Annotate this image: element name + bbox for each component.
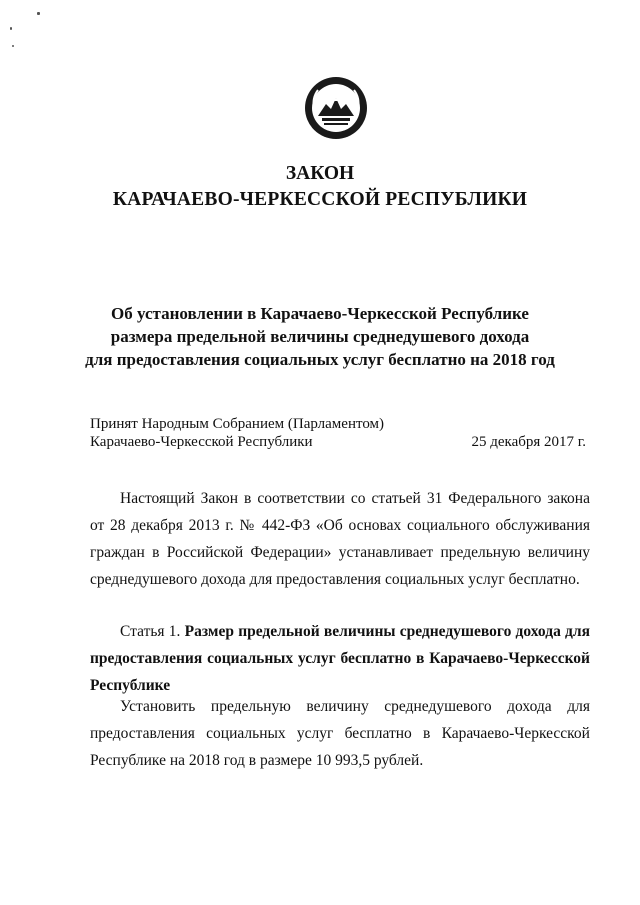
republic-coat-of-arms-icon [304, 76, 368, 140]
word: предоставления [90, 725, 195, 742]
word: величину [306, 698, 369, 715]
adoption-info [90, 415, 586, 451]
word: предельную [210, 698, 291, 715]
word: бесплатно [344, 725, 412, 742]
article-1-heading [90, 618, 590, 699]
subject-line-2: размера предельной величины среднедушевого дохода [110, 327, 530, 346]
article-1-label: Статья 1. [120, 623, 181, 640]
article-1-body-line-2 [90, 720, 590, 747]
word: Установить [120, 698, 196, 715]
adopted-by-line-2: Карачаево-Черкесской Республики [90, 434, 313, 450]
intro-text: Настоящий Закон в соответствии со статьей 31 Федерального закона от 28 декабря 2013 г. № 442-ФЗ «Об основах социального обслуживания граждан в Российской Федерации» устанавливает предельную величину среднедушевого дохода для предоставления социальных услуг бесплатно. [90, 490, 590, 588]
law-subject [0, 302, 640, 371]
word: дохода [507, 698, 552, 715]
subject-line-1: Об установлении в Карачаево-Черкесской Республике [111, 304, 529, 323]
article-1-title: Размер предельной величины среднедушевого дохода для предоставления социальных услуг бесплатно в Карачаево-Черкесской Республике [90, 623, 590, 694]
article-1-body [90, 693, 590, 774]
article-1-body-line-1 [90, 693, 590, 720]
word: для [567, 698, 590, 715]
title-line-2: КАРАЧАЕВО-ЧЕРКЕССКОЙ РЕСПУБЛИКИ [112, 189, 528, 210]
adopted-by-line-1: Принят Народным Собранием (Парламентом) [90, 416, 385, 432]
intro-paragraph [90, 485, 590, 593]
scan-speck [10, 27, 12, 30]
word: социальных [206, 725, 286, 742]
scan-speck [12, 45, 14, 47]
word: услуг [296, 725, 334, 742]
word: Карачаево-Черкесской [441, 725, 590, 742]
word: среднедушевого [384, 698, 492, 715]
article-1-body-line-3: Республике на 2018 год в размере 10 993,5 рублей. [90, 752, 424, 769]
law-title [0, 161, 640, 213]
adoption-date: 25 декабря 2017 г. [471, 434, 586, 450]
word: в [423, 725, 431, 742]
title-line-1: ЗАКОН [285, 163, 355, 184]
scan-speck [37, 12, 40, 15]
subject-line-3: для предоставления социальных услуг бесплатно на 2018 год [85, 350, 555, 369]
